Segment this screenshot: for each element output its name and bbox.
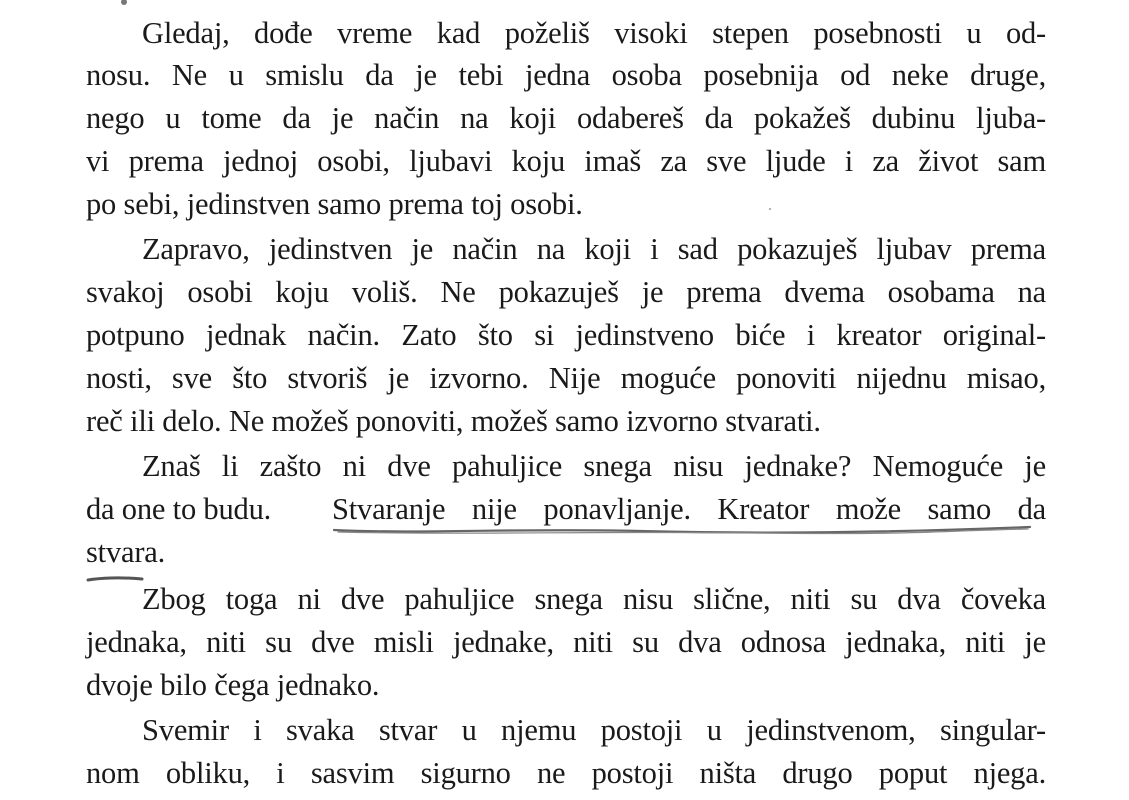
text-line-14: Zbog toga ni dve pahuljice snega nisu slične, niti su dva čoveka (142, 582, 1046, 616)
pencil-dash (88, 578, 142, 580)
text-line-8: potpuno jednak način. Zato što si jedinstveno biće i kreator original- (86, 318, 1046, 352)
text-line-1: Gledaj, dođe vreme kad poželiš visoki stepen posebnosti u od- (142, 16, 1046, 50)
text-line-9: nosti, sve što stvoriš je izvorno. Nije moguće ponoviti nijednu misao, (86, 361, 1046, 395)
text-line-10: reč ili delo. Ne možeš ponoviti, možeš samo izvorno stvarati. (86, 404, 821, 438)
text-line-12a: da one to budu. (86, 492, 272, 526)
text-line-3: nego u tome da je način na koji odabereš da pokažeš dubinu ljuba- (86, 101, 1046, 135)
text-line-2: nosu. Ne u smislu da je tebi jedna osoba posebnija od neke druge, (86, 58, 1046, 92)
text-line-7: svakoj osobi koju voliš. Ne pokazuješ je prema dvema osobama na (86, 275, 1046, 309)
text-line-5: po sebi, jedinstven samo prema toj osobi. (86, 187, 583, 221)
text-line-11: Znaš li zašto ni dve pahuljice snega nisu jednake? Nemoguće je (142, 449, 1046, 483)
text-line-15: jednaka, niti su dve misli jednake, niti su dva odnosa jednaka, niti je (86, 625, 1046, 659)
text-line-13: stvara. (86, 535, 166, 569)
text-line-17: Svemir i svaka stvar u njemu postoji u jedinstvenom, singular- (142, 713, 1046, 747)
text-line-18: nom obliku, i sasvim sigurno ne postoji ništa drugo poput njega. (86, 756, 1046, 790)
text-line-16: dvoje bilo čega jednako. (86, 668, 380, 702)
text-line-6: Zapravo, jedinstven je način na koji i sad pokazuješ ljubav prema (142, 232, 1046, 266)
underlined-sentence: Stvaranje nije ponavljanje. Kreator može samo da (332, 492, 1046, 526)
scan-speck (121, 0, 127, 5)
text-line-4: vi prema jednoj osobi, ljubavi koju imaš za sve ljude i za život sam (86, 144, 1046, 178)
